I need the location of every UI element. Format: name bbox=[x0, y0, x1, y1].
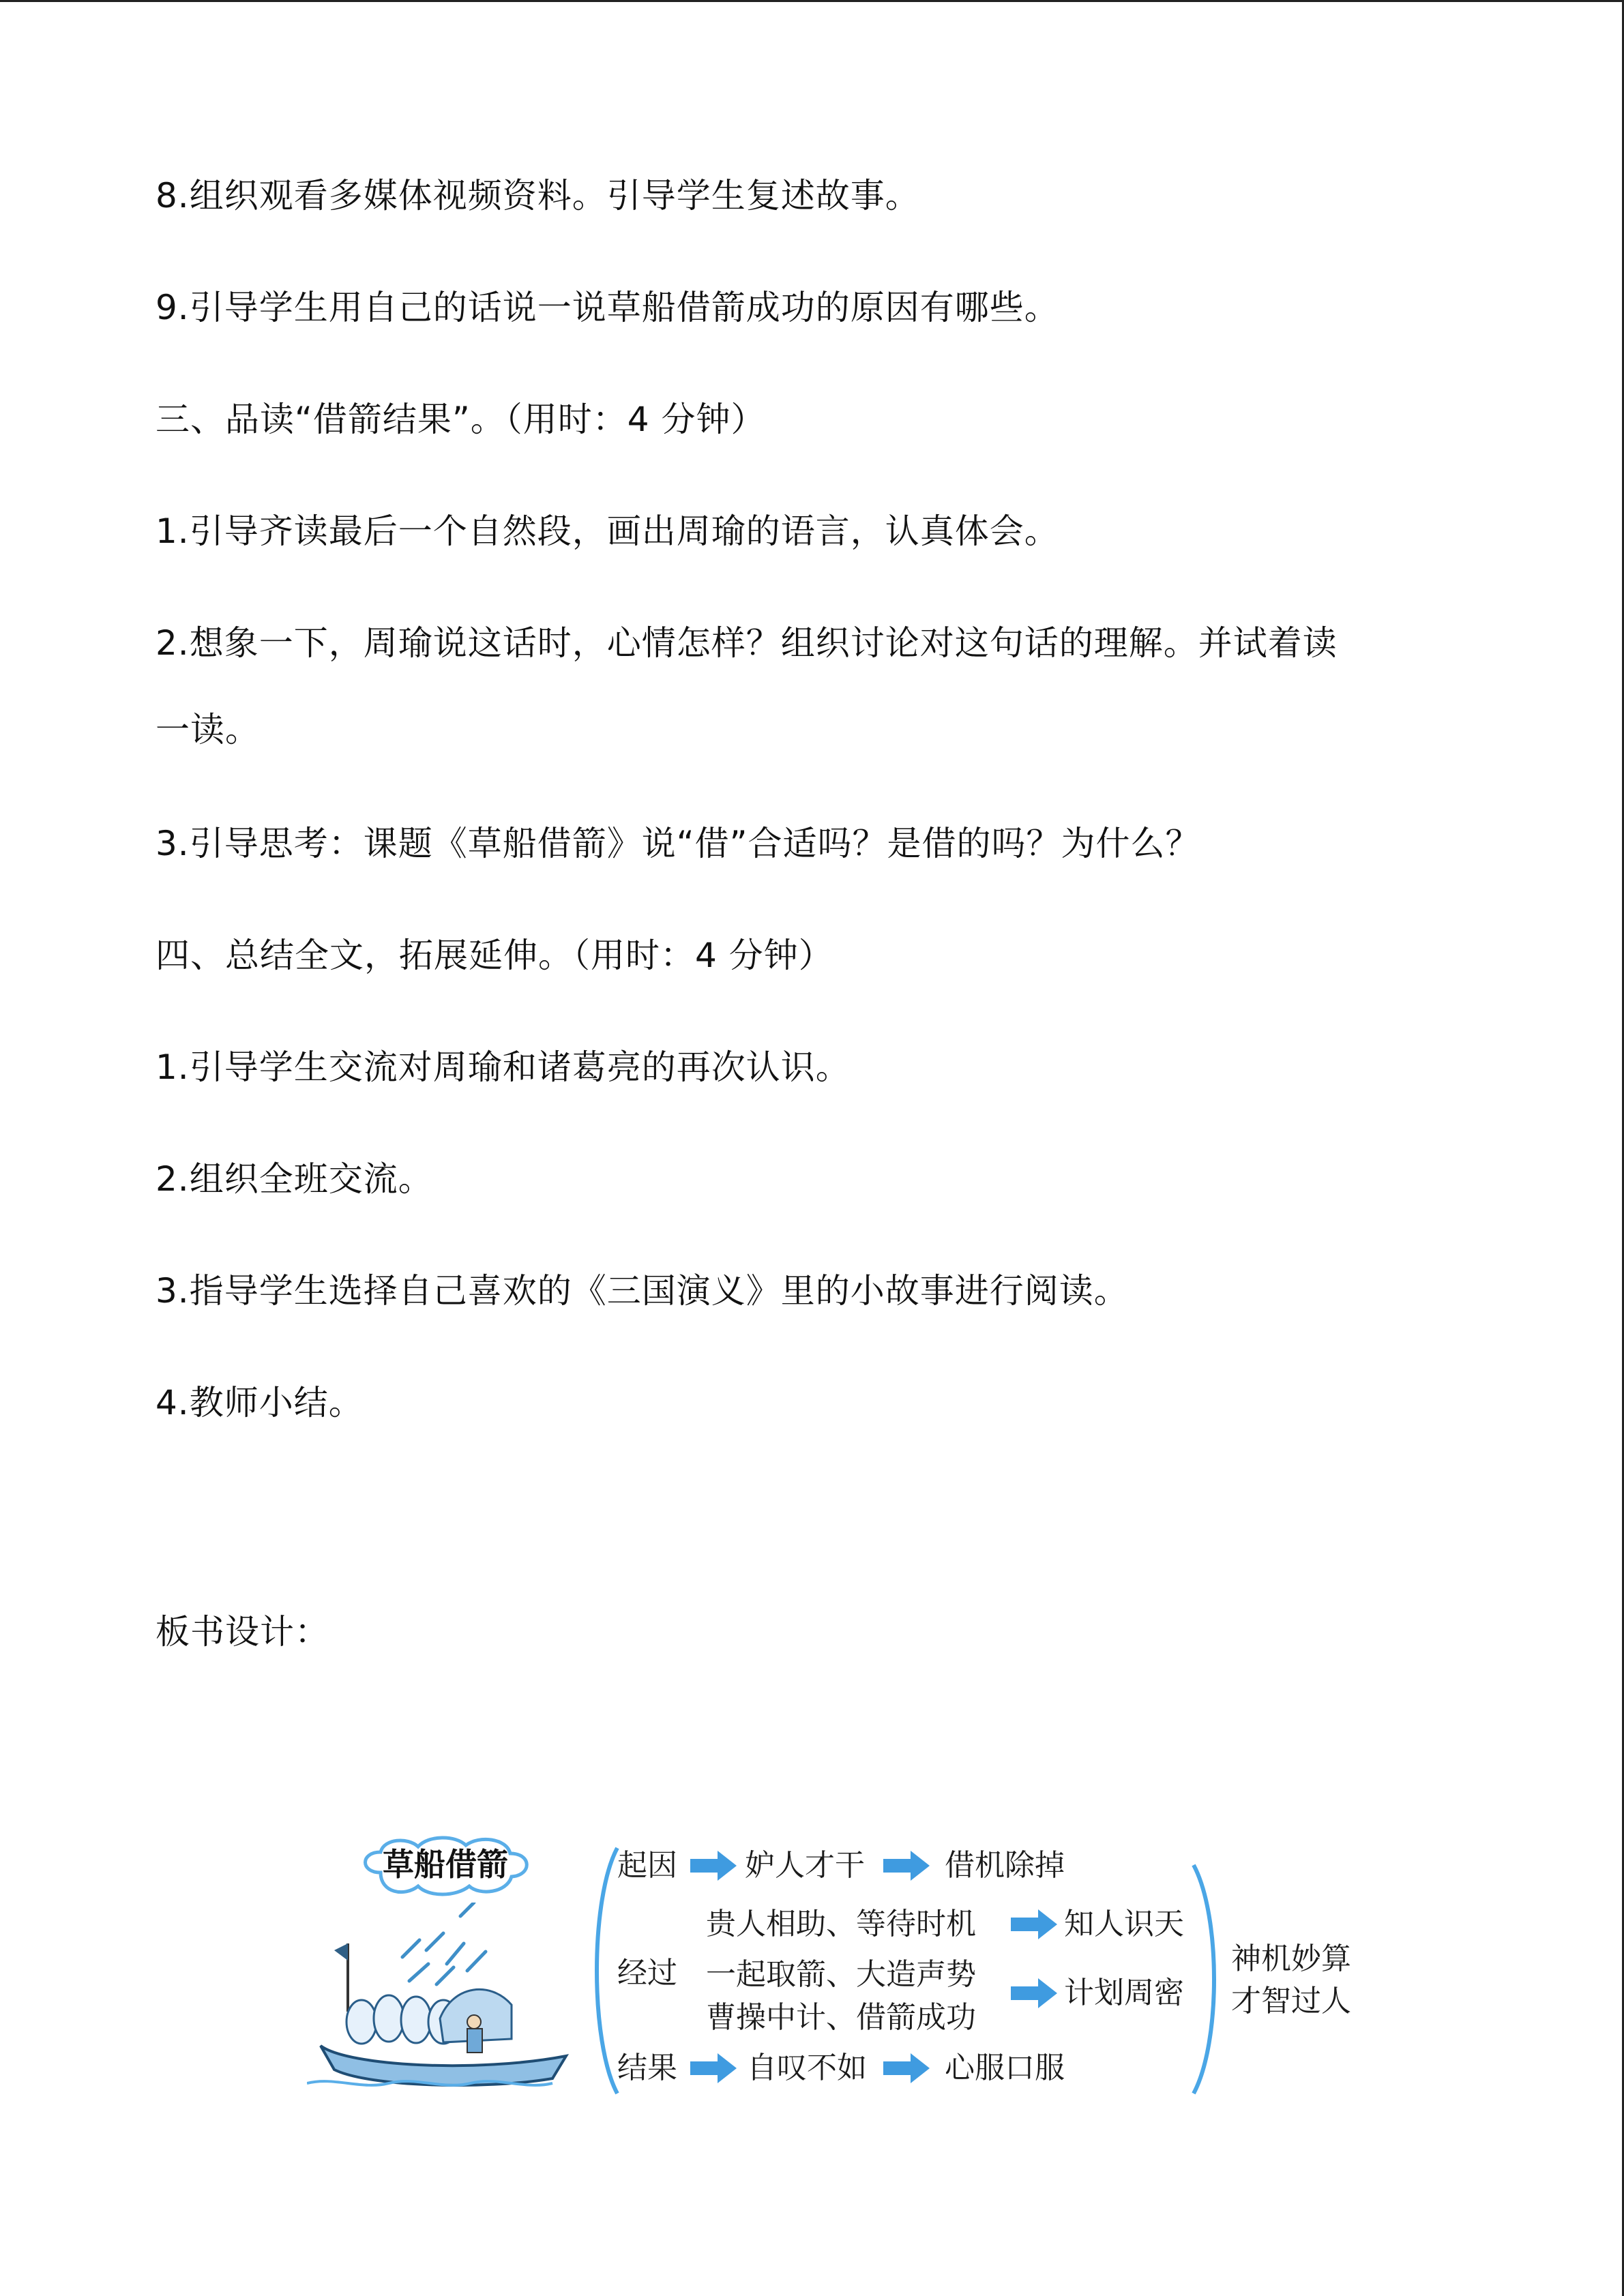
section-heading-3: 三、品读“借箭结果”。（用时：4 分钟） bbox=[156, 400, 766, 439]
arrow-icon bbox=[690, 1849, 738, 1882]
cause-2: 借机除掉 bbox=[945, 1848, 1065, 1883]
summary-2: 才智过人 bbox=[1231, 1984, 1351, 2018]
paragraph-3-3: 3.引导思考：课题《草船借箭》说“借”合适吗？是借的吗？为什么？ bbox=[156, 824, 1200, 863]
paragraph-3-2: 2.想象一下，周瑜说这话时，心情怎样？组织讨论对这句话的理解。并试着读 bbox=[156, 623, 1338, 663]
paragraph-3-2-cont: 一读。 bbox=[156, 710, 260, 749]
process-2b: 曹操中计、借箭成功 bbox=[706, 2000, 976, 2035]
boat-with-arrows-illustration bbox=[307, 1903, 580, 2100]
result-label: 结果 bbox=[617, 2051, 677, 2085]
section-heading-4: 四、总结全文，拓展延伸。（用时：4 分钟） bbox=[156, 936, 833, 975]
board-title: 草船借箭 bbox=[383, 1846, 508, 1883]
cause-label: 起因 bbox=[617, 1848, 677, 1883]
paragraph-4-4: 4.教师小结。 bbox=[156, 1383, 364, 1422]
paragraph-4-3: 3.指导学生选择自己喜欢的《三国演义》里的小故事进行阅读。 bbox=[156, 1271, 1129, 1311]
process-label: 经过 bbox=[617, 1956, 677, 1991]
paragraph-item-9: 9.引导学生用自己的话说一说草船借箭成功的原因有哪些。 bbox=[156, 288, 1059, 327]
process-2c: 计划周密 bbox=[1064, 1976, 1184, 2010]
paragraph-4-2: 2.组织全班交流。 bbox=[156, 1159, 433, 1199]
process-1b: 知人识天 bbox=[1064, 1907, 1184, 1941]
paragraph-item-8: 8.组织观看多媒体视频资料。引导学生复述故事。 bbox=[156, 176, 920, 215]
paragraph-4-1: 1.引导学生交流对周瑜和诸葛亮的再次认识。 bbox=[156, 1047, 851, 1087]
summary-1: 神机妙算 bbox=[1231, 1941, 1351, 1976]
right-bracket bbox=[1187, 1862, 1228, 2097]
arrow-icon bbox=[690, 2052, 738, 2085]
paragraph-3-1: 1.引导齐读最后一个自然段，画出周瑜的语言，认真体会。 bbox=[156, 511, 1059, 551]
result-1: 自叹不如 bbox=[747, 2051, 867, 2085]
arrow-icon bbox=[1011, 1908, 1059, 1941]
arrow-icon bbox=[883, 2052, 931, 2085]
process-2a: 一起取箭、大造声势 bbox=[706, 1957, 976, 1992]
arrow-icon bbox=[883, 1849, 931, 1882]
arrow-icon bbox=[1011, 1977, 1059, 2010]
process-1a: 贵人相助、等待时机 bbox=[706, 1907, 976, 1941]
cause-1: 妒人才干 bbox=[745, 1848, 865, 1883]
page-top-border bbox=[0, 0, 1624, 2]
board-design-heading: 板书设计： bbox=[156, 1612, 329, 1652]
result-2: 心服口服 bbox=[945, 2051, 1065, 2085]
